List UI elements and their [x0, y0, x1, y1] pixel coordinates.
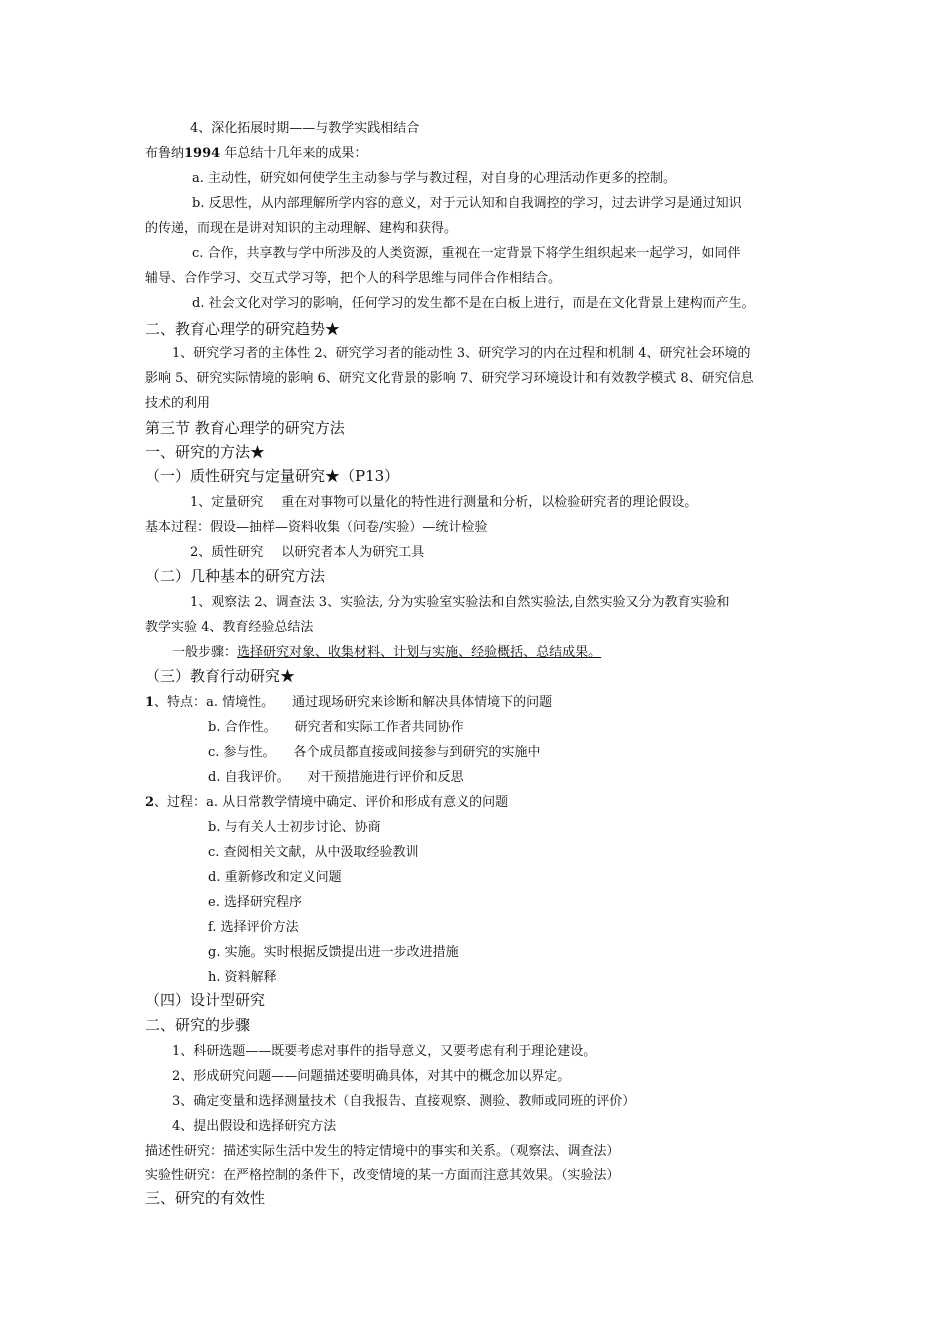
heading-basic-methods: （二）几种基本的研究方法 — [145, 567, 326, 585]
year-1994: 1994 — [184, 146, 221, 161]
process-g: g. 实施。实时根据反馈提出进一步改进措施 — [208, 945, 459, 960]
features-line-c — [208, 744, 541, 762]
bruner-summary-line — [145, 145, 367, 163]
step-plan-implement: 计划与实施 — [393, 645, 459, 660]
qualitative-desc: 以研究者本人为研究工具 — [281, 545, 425, 560]
feature-b-name: b. 合作性。 — [208, 720, 277, 735]
feature-d-desc: 对干预措施进行评价和反思 — [307, 770, 464, 785]
process-c: c. 查阅相关文献，从中汲取经验教训 — [208, 845, 419, 860]
heading-research-steps: 二、研究的步骤 — [145, 1016, 251, 1034]
descriptive-research: 描述性研究：描述实际生活中发生的特定情境中的事实和关系。（观察法、调查法） — [145, 1144, 620, 1159]
heading-action-research: （三）教育行动研究★ — [145, 667, 296, 685]
quantitative-label: 1、定量研究 — [190, 495, 264, 510]
step-collect-materials: 收集材料 — [328, 645, 381, 660]
item-c-cooperation: c. 合作，共享教与学中所涉及的人类资源，重视在一定背景下将学生组织起来一起学习，如同伴 — [192, 246, 741, 261]
general-steps-line — [172, 644, 601, 662]
separator: 、 — [315, 645, 329, 660]
heading-design-research: （四）设计型研究 — [145, 991, 266, 1009]
step-1: 1、科研选题——既要考虑对事件的指导意义，又要考虑有利于理论建设。 — [172, 1044, 597, 1059]
item-b-continued: 的传递，而现在是讲对知识的主动理解、建构和获得。 — [145, 221, 458, 236]
step-3: 3、确定变量和选择测量技术（自我报告、直接观察、测验、教师或同班的评价） — [172, 1094, 636, 1109]
process-a: a. 从日常教学情境中确定、评价和形成有意义的问题 — [206, 795, 509, 810]
separator: 、 — [458, 645, 472, 660]
quantitative-desc: 重在对事物可以量化的特性进行测量和分析，以检验研究者的理论假设。 — [281, 495, 698, 510]
step-2: 2、形成研究问题——问题描述要明确具体，对其中的概念加以界定。 — [172, 1069, 571, 1084]
features-number: 1 — [145, 695, 155, 710]
process-h: h. 资料解释 — [208, 970, 277, 985]
features-label: 、特点： — [154, 695, 207, 710]
features-line-a — [145, 694, 552, 712]
separator: 、 — [523, 645, 537, 660]
feature-c-desc: 各个成员都直接或间接参与到研究的实施中 — [293, 745, 541, 760]
item-c-continued: 辅导、合作学习、交互式学习等，把个人的科学思维与同伴合作相结合。 — [145, 271, 562, 286]
basic-process-line: 基本过程：假设—抽样—资料收集（问卷/实验）—统计检验 — [145, 520, 488, 535]
process-e: e. 选择研究程序 — [208, 895, 302, 910]
heading-research-trends: 二、教育心理学的研究趋势★ — [145, 320, 341, 338]
item-d-culture: d. 社会文化对学习的影响，任何学习的发生都不是在白板上进行，而是在文化背景上建构而产生。 — [192, 296, 755, 311]
qualitative-label: 2、质性研究 — [190, 545, 264, 560]
feature-b-desc: 研究者和实际工作者共同协作 — [294, 720, 464, 735]
separator: 、 — [380, 645, 394, 660]
heading-research-methods: 一、研究的方法★ — [145, 443, 266, 461]
heading-qualitative-quantitative: （一）质性研究与定量研究★（P13） — [145, 467, 400, 485]
process-d: d. 重新修改和定义问题 — [208, 870, 342, 885]
general-steps-label: 一般步骤： — [172, 645, 238, 660]
process-b: b. 与有关人士初步讨论、协商 — [208, 820, 381, 835]
process-number: 2 — [145, 795, 155, 810]
feature-a-desc: 通过现场研究来诊断和解决具体情境下的问题 — [292, 695, 553, 710]
paragraph-stage-4: 4、深化拓展时期——与教学实践相结合 — [190, 121, 420, 136]
bruner-name: 布鲁纳 — [145, 146, 185, 161]
step-summarize: 总结成果。 — [536, 645, 602, 660]
section-3-title: 第三节 教育心理学的研究方法 — [145, 419, 345, 437]
item-b-reflection: b. 反思性，从内部理解所学内容的意义，对于元认知和自我调控的学习，过去讲学习是通过知识 — [192, 196, 742, 211]
trends-line-1: 1、研究学习者的主体性 2、研究学习者的能动性 3、研究学习的内在过程和机制 4、研究社会环境的 — [172, 346, 751, 361]
bruner-summary-text: 年总结十几年来的成果： — [220, 146, 368, 161]
qualitative-line — [190, 544, 424, 562]
features-line-d — [208, 769, 464, 787]
step-select-subject: 选择研究对象 — [237, 645, 316, 660]
trends-line-3: 技术的利用 — [145, 396, 211, 411]
item-a-initiative: a. 主动性，研究如何使学生主动参与学与教过程，对自身的心理活动作更多的控制。 — [192, 171, 677, 186]
feature-d-name: d. 自我评价。 — [208, 770, 290, 785]
quantitative-line — [190, 494, 697, 512]
feature-c-name: c. 参与性。 — [208, 745, 276, 760]
methods-line-1: 1、观察法 2、调查法 3、实验法, 分为实验室实验法和自然实验法,自然实验又分为教育实验和 — [190, 595, 730, 610]
process-f: f. 选择评价方法 — [208, 920, 299, 935]
features-line-b — [208, 719, 464, 737]
step-4: 4、提出假设和选择研究方法 — [172, 1119, 337, 1134]
step-generalize: 经验概括 — [471, 645, 524, 660]
heading-research-validity: 三、研究的有效性 — [145, 1189, 266, 1207]
trends-line-2: 影响 5、研究实际情境的影响 6、研究文化背景的影响 7、研究学习环境设计和有效教学模式 8、研究信息 — [145, 371, 754, 386]
process-line-a — [145, 794, 508, 812]
process-label: 、过程： — [154, 795, 207, 810]
methods-line-2: 教学实验 4、教育经验总结法 — [145, 620, 314, 635]
experimental-research: 实验性研究：在严格控制的条件下，改变情境的某一方面而注意其效果。（实验法） — [145, 1168, 620, 1183]
feature-a-name: a. 情境性。 — [206, 695, 275, 710]
